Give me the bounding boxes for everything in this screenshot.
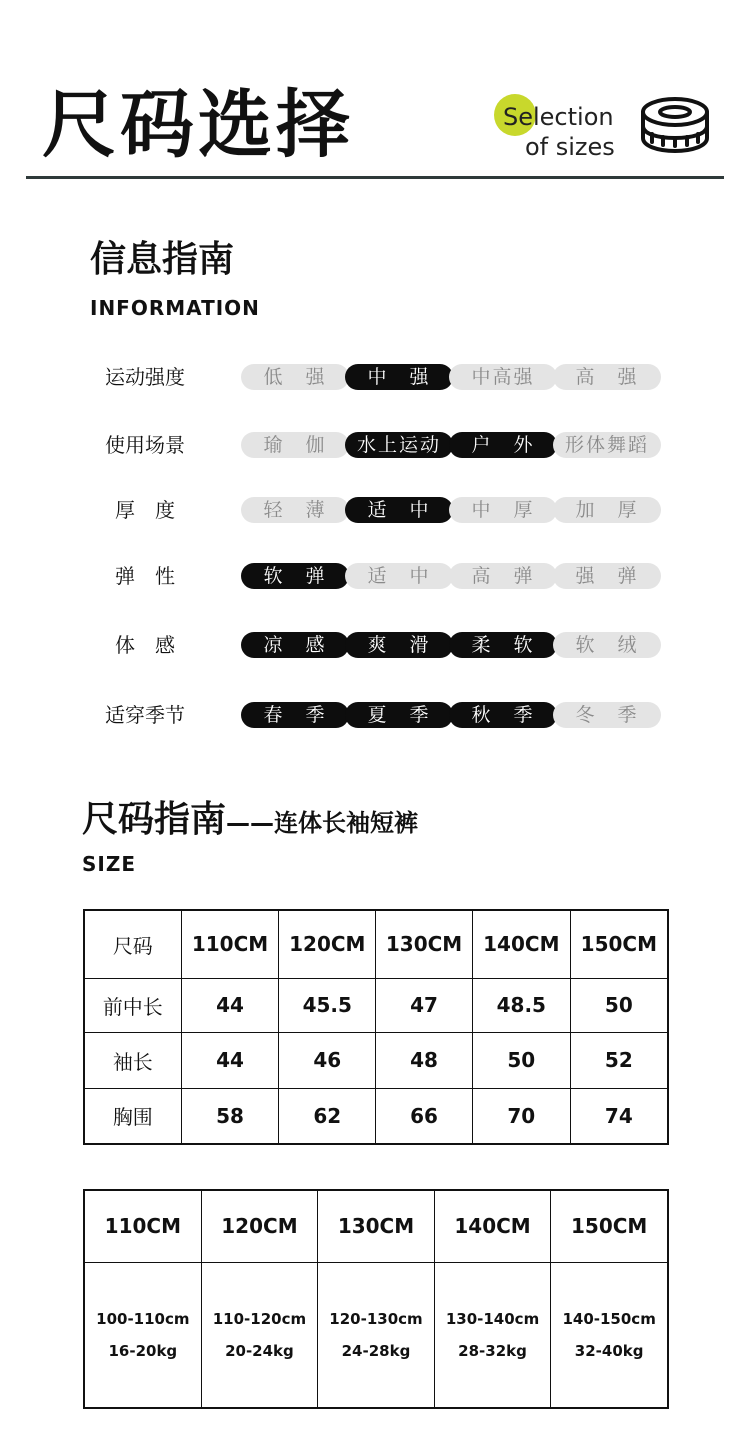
option-pill: 加 厚 [553, 497, 661, 523]
option-pill: 强 弹 [553, 563, 661, 589]
table-cell: 48.5 [472, 978, 570, 1032]
table-cell: 150CM [570, 910, 668, 978]
table-cell: 140CM [434, 1190, 551, 1262]
table-cell: 66 [376, 1088, 473, 1144]
table-row [84, 978, 668, 1032]
fit-cell [318, 1262, 435, 1408]
table-cell: 袖长 [84, 1032, 181, 1088]
table-cell: 120CM [279, 910, 376, 978]
table-row [84, 1032, 668, 1088]
size-title [82, 798, 418, 845]
info-row [0, 497, 750, 523]
table-cell: 120CM [201, 1190, 318, 1262]
size-title-main: 尺码指南 [82, 799, 227, 840]
table-cell: 48 [376, 1032, 473, 1088]
table-cell: 130CM [376, 910, 473, 978]
table-cell: 62 [279, 1088, 376, 1144]
table-cell: 胸围 [84, 1088, 181, 1144]
info-row-label: 运动强度 [105, 365, 185, 389]
height-range: 120-130cm [329, 1309, 423, 1328]
option-pill: 软 绒 [553, 632, 661, 658]
info-row-label: 使用场景 [105, 433, 185, 457]
info-row-label: 弹 性 [115, 564, 175, 588]
height-range: 140-150cm [562, 1309, 656, 1328]
selection-text-line1: Selection [503, 103, 614, 131]
info-row [0, 364, 750, 390]
fit-cell [201, 1262, 318, 1408]
page-title: 尺码选择 [42, 82, 354, 168]
option-pill-selected: 春 季 [241, 702, 349, 728]
option-pill-selected: 夏 季 [345, 702, 453, 728]
info-row [0, 702, 750, 728]
option-pill: 低 强 [241, 364, 349, 390]
weight-range: 16-20kg [108, 1341, 178, 1360]
fit-cell [551, 1262, 668, 1408]
table-cell: 110CM [84, 1190, 201, 1262]
info-row [0, 563, 750, 589]
option-pill: 适 中 [345, 563, 453, 589]
table-cell: 52 [570, 1032, 668, 1088]
size-title-product: 连体长袖短裤 [274, 809, 419, 837]
table-cell: 150CM [551, 1190, 668, 1262]
fit-cell [434, 1262, 551, 1408]
info-subtitle: INFORMATION [90, 296, 260, 320]
option-pill-selected: 适 中 [345, 497, 453, 523]
table-cell: 45.5 [279, 978, 376, 1032]
table-cell: 44 [181, 1032, 279, 1088]
fit-cell [84, 1262, 201, 1408]
table-row [84, 1262, 668, 1408]
height-range: 100-110cm [96, 1309, 190, 1328]
option-pill: 瑜 伽 [241, 432, 349, 458]
option-pill: 高 强 [553, 364, 661, 390]
table-cell: 尺码 [84, 910, 181, 978]
table-cell: 47 [376, 978, 473, 1032]
size-fit-table [83, 1189, 669, 1409]
option-pill: 高 弹 [449, 563, 557, 589]
info-row-label: 适穿季节 [105, 703, 185, 727]
weight-range: 28-32kg [458, 1341, 527, 1360]
table-row [84, 1088, 668, 1144]
info-row-label: 体 感 [115, 633, 175, 657]
info-row [0, 632, 750, 658]
option-pill: 形体舞蹈 [553, 432, 661, 458]
weight-range: 20-24kg [225, 1341, 294, 1360]
table-cell: 140CM [472, 910, 570, 978]
selection-text-line2: of sizes [525, 133, 615, 161]
option-pill-selected: 户 外 [449, 432, 557, 458]
weight-range: 32-40kg [574, 1341, 644, 1360]
table-cell: 58 [181, 1088, 279, 1144]
table-cell: 110CM [181, 910, 279, 978]
option-pill-selected: 柔 软 [449, 632, 557, 658]
option-pill: 冬 季 [553, 702, 661, 728]
option-pill-selected: 秋 季 [449, 702, 557, 728]
weight-range: 24-28kg [341, 1341, 411, 1360]
option-pill: 中 厚 [449, 497, 557, 523]
option-pill-selected: 中 强 [345, 364, 453, 390]
option-pill: 中高强 [449, 364, 557, 390]
table-cell: 130CM [318, 1190, 435, 1262]
header-divider [26, 176, 724, 179]
height-range: 110-120cm [212, 1309, 307, 1328]
info-title: 信息指南 [90, 239, 235, 280]
size-title-dash: —— [226, 809, 275, 837]
option-pill: 轻 薄 [241, 497, 349, 523]
option-pill-selected: 爽 滑 [345, 632, 453, 658]
measuring-tape-icon [638, 94, 712, 154]
table-header-row [84, 1190, 668, 1262]
table-cell: 46 [279, 1032, 376, 1088]
table-cell: 50 [472, 1032, 570, 1088]
option-pill-selected: 软 弹 [241, 563, 349, 589]
size-subtitle: SIZE [82, 852, 137, 876]
table-cell: 44 [181, 978, 279, 1032]
option-pill-selected: 凉 感 [241, 632, 349, 658]
info-row [0, 432, 750, 458]
table-header-row [84, 910, 668, 978]
info-row-label: 厚 度 [115, 498, 175, 522]
height-range: 130-140cm [445, 1309, 540, 1328]
table-cell: 50 [570, 978, 668, 1032]
option-pill-selected: 水上运动 [345, 432, 453, 458]
table-cell: 前中长 [84, 978, 181, 1032]
size-measurement-table [83, 909, 669, 1145]
table-cell: 74 [570, 1088, 668, 1144]
table-cell: 70 [472, 1088, 570, 1144]
